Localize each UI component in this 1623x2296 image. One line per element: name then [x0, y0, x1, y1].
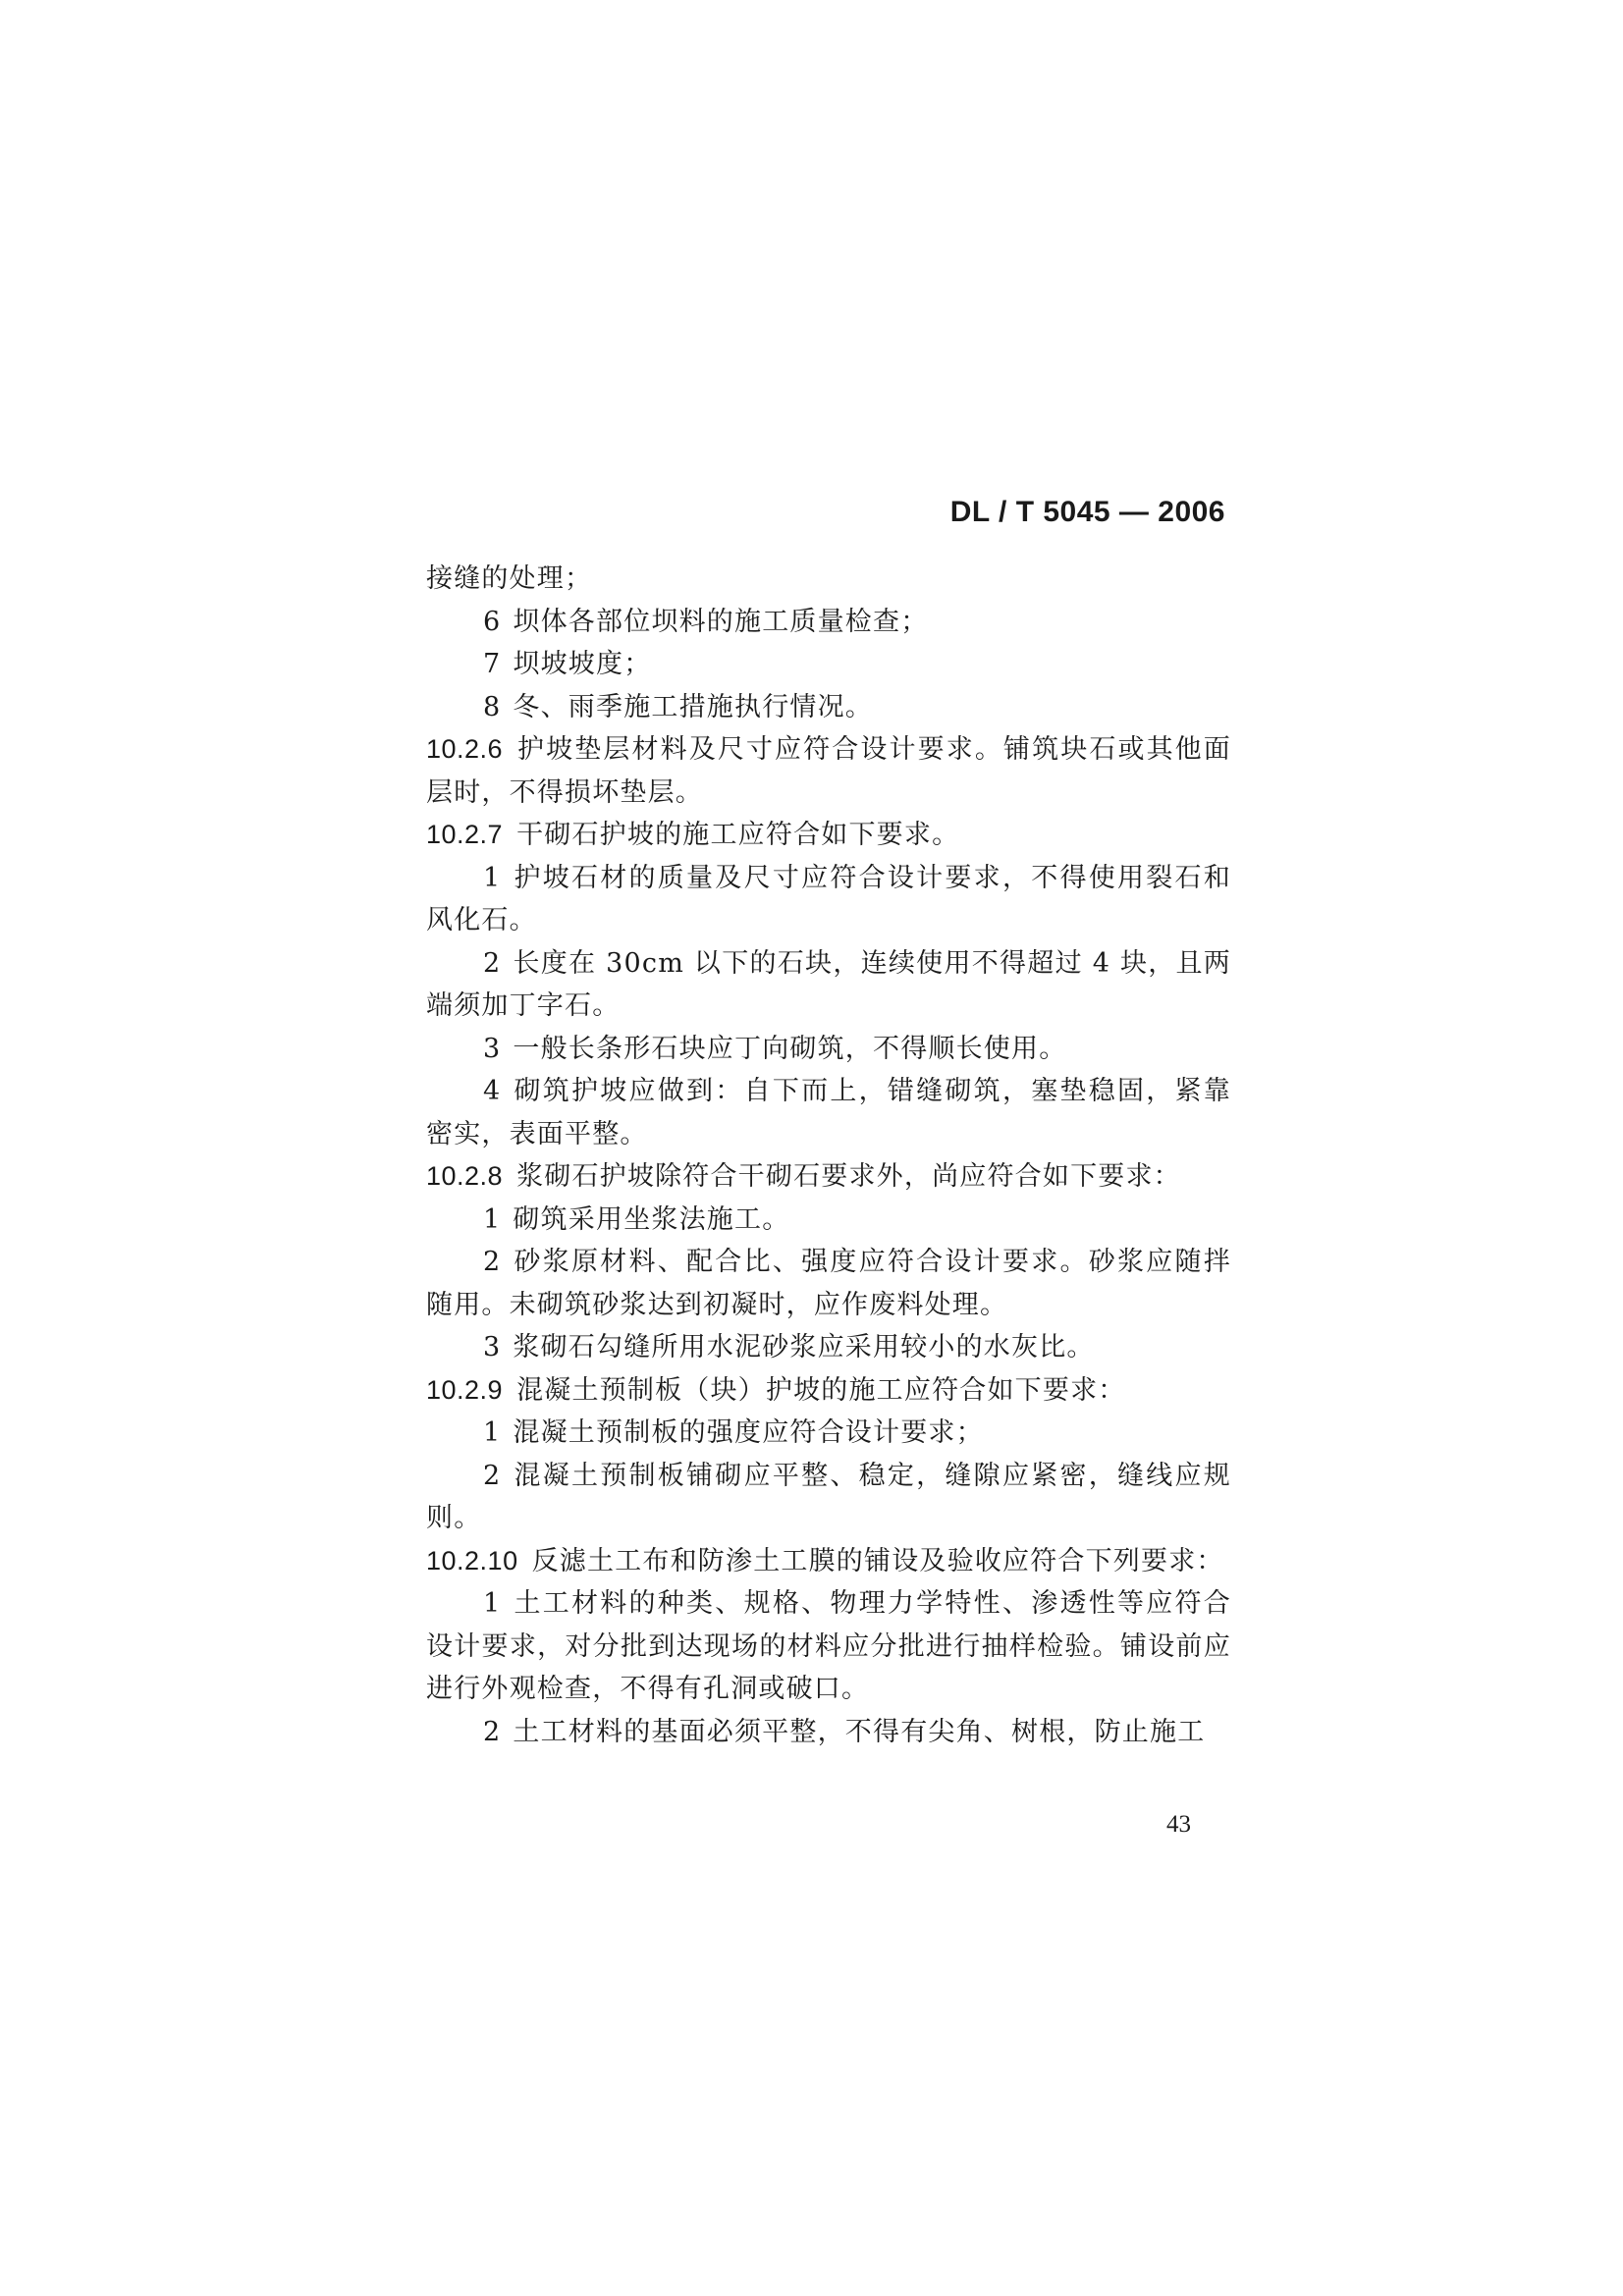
clause-number: 10.2.8	[426, 1161, 504, 1191]
list-item	[426, 643, 1231, 686]
item-number: 4	[483, 1076, 502, 1106]
document-body	[426, 558, 1231, 1753]
clause-number: 10.2.9	[426, 1374, 504, 1405]
list-item	[426, 601, 1231, 644]
item-number: 1	[483, 1417, 502, 1448]
list-item	[426, 1070, 1231, 1155]
clause-number: 10.2.7	[426, 820, 504, 849]
continuation-text: 接缝的处理；	[426, 563, 593, 594]
item-text: 一般长条形石块应丁向砌筑，不得顺长使用。	[513, 1033, 1067, 1064]
item-number: 3	[483, 1033, 502, 1064]
list-item	[426, 1582, 1231, 1711]
page-header-standard-code: DL / T 5045 — 2006	[949, 496, 1225, 528]
clause-text: 护坡垫层材料及尺寸应符合设计要求。铺筑块石或其他面层时，不得损坏垫层。	[426, 734, 1231, 808]
item-number: 2	[483, 1716, 502, 1747]
item-number: 3	[483, 1332, 502, 1362]
list-item	[426, 1241, 1231, 1326]
item-number: 6	[483, 606, 502, 637]
clause-number: 10.2.10	[426, 1545, 518, 1575]
item-text: 长度在 30cm 以下的石块，连续使用不得超过 4 块，且两端须加丁字石。	[426, 947, 1231, 1021]
item-text: 混凝土预制板的强度应符合设计要求；	[513, 1417, 984, 1448]
item-number: 7	[483, 649, 502, 679]
item-number: 2	[483, 947, 502, 979]
item-text: 混凝土预制板铺砌应平整、稳定，缝隙应紧密，缝线应规则。	[426, 1460, 1231, 1533]
item-text: 砌筑采用坐浆法施工。	[513, 1203, 790, 1235]
list-item	[426, 1199, 1231, 1242]
list-item	[426, 1412, 1231, 1455]
item-text: 浆砌石勾缝所用水泥砂浆应采用较小的水灰比。	[513, 1332, 1095, 1362]
clause-10-2-7	[426, 814, 1231, 857]
list-item	[426, 857, 1231, 942]
item-number: 1	[483, 1203, 502, 1235]
item-number: 1	[483, 1588, 502, 1619]
item-number: 2	[483, 1247, 502, 1277]
item-text: 坝体各部位坝料的施工质量检查；	[513, 606, 929, 637]
clause-text: 反滤土工布和防渗土工膜的铺设及验收应符合下列要求：	[531, 1545, 1224, 1576]
clause-number: 10.2.6	[426, 734, 504, 764]
item-text: 土工材料的基面必须平整，不得有尖角、树根，防止施工	[513, 1716, 1206, 1747]
list-item	[426, 1326, 1231, 1369]
list-item	[426, 1711, 1231, 1754]
list-item	[426, 686, 1231, 729]
clause-10-2-10	[426, 1540, 1231, 1583]
clause-10-2-6	[426, 728, 1231, 814]
item-number: 2	[483, 1460, 502, 1491]
item-text: 土工材料的种类、规格、物理力学特性、渗透性等应符合设计要求，对分批到达现场的材料应分批进行抽样检验。铺设前应进行外观检查，不得有孔洞或破口。	[426, 1588, 1231, 1704]
list-item	[426, 1028, 1231, 1071]
item-text: 护坡石材的质量及尺寸应符合设计要求，不得使用裂石和风化石。	[426, 862, 1231, 935]
item-text: 砂浆原材料、配合比、强度应符合设计要求。砂浆应随拌随用。未砌筑砂浆达到初凝时，应作废料处理。	[426, 1247, 1231, 1320]
clause-text: 浆砌石护坡除符合干砌石要求外，尚应符合如下要求：	[516, 1161, 1181, 1192]
list-item	[426, 1455, 1231, 1540]
item-number: 8	[483, 691, 502, 722]
item-text: 冬、雨季施工措施执行情况。	[513, 691, 873, 722]
clause-text: 混凝土预制板（块）护坡的施工应符合如下要求：	[516, 1374, 1126, 1406]
clause-10-2-9	[426, 1369, 1231, 1413]
item-text: 坝坡坡度；	[513, 649, 652, 679]
item-number: 1	[483, 862, 502, 893]
clause-10-2-8	[426, 1155, 1231, 1199]
page-number: 43	[1166, 1811, 1191, 1838]
list-item	[426, 942, 1231, 1028]
clause-text: 干砌石护坡的施工应符合如下要求。	[516, 820, 960, 850]
item-text: 砌筑护坡应做到：自下而上，错缝砌筑，塞垫稳固，紧靠密实，表面平整。	[426, 1076, 1231, 1149]
